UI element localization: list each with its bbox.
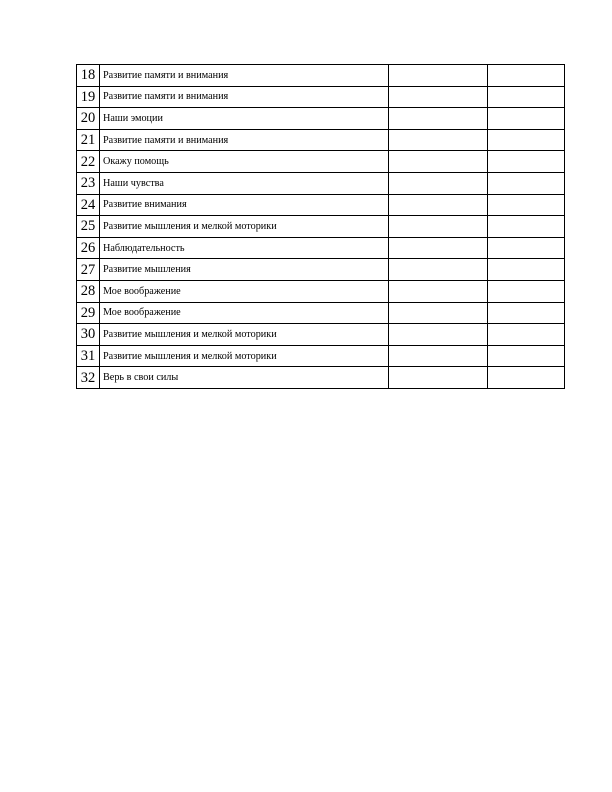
row-number-cell: 21 (77, 129, 100, 151)
empty-cell-col4 (488, 324, 565, 346)
table-row (77, 302, 565, 324)
table-row (77, 280, 565, 302)
empty-cell-col4 (488, 86, 565, 108)
table-row (77, 324, 565, 346)
empty-cell-col3 (389, 280, 488, 302)
empty-cell-col4 (488, 151, 565, 173)
empty-cell-col4 (488, 108, 565, 130)
topic-cell: Наши чувства (100, 172, 389, 194)
table-row (77, 345, 565, 367)
topic-cell: Развитие памяти и внимания (100, 65, 389, 87)
empty-cell-col4 (488, 280, 565, 302)
empty-cell-col4 (488, 194, 565, 216)
topic-cell: Развитие мышления (100, 259, 389, 281)
topic-cell: Развитие мышления и мелкой моторики (100, 216, 389, 238)
table-row (77, 237, 565, 259)
table-row (77, 65, 565, 87)
table-row (77, 151, 565, 173)
table-row (77, 108, 565, 130)
empty-cell-col3 (389, 151, 488, 173)
topic-cell: Развитие памяти и внимания (100, 86, 389, 108)
row-number-cell: 29 (77, 302, 100, 324)
empty-cell-col4 (488, 259, 565, 281)
empty-cell-col3 (389, 259, 488, 281)
row-number-cell: 20 (77, 108, 100, 130)
row-number-cell: 26 (77, 237, 100, 259)
empty-cell-col3 (389, 216, 488, 238)
row-number-cell: 28 (77, 280, 100, 302)
empty-cell-col4 (488, 172, 565, 194)
topic-cell: Окажу помощь (100, 151, 389, 173)
topic-cell: Развитие внимания (100, 194, 389, 216)
empty-cell-col4 (488, 237, 565, 259)
table-row (77, 216, 565, 238)
empty-cell-col3 (389, 324, 488, 346)
row-number-cell: 32 (77, 367, 100, 389)
empty-cell-col4 (488, 302, 565, 324)
table-row (77, 86, 565, 108)
empty-cell-col3 (389, 345, 488, 367)
topic-cell: Развитие памяти и внимания (100, 129, 389, 151)
row-number-cell: 23 (77, 172, 100, 194)
empty-cell-col3 (389, 129, 488, 151)
empty-cell-col3 (389, 172, 488, 194)
row-number-cell: 18 (77, 65, 100, 87)
empty-cell-col4 (488, 345, 565, 367)
empty-cell-col3 (389, 108, 488, 130)
topic-cell: Мое воображение (100, 280, 389, 302)
row-number-cell: 31 (77, 345, 100, 367)
topic-cell: Развитие мышления и мелкой моторики (100, 345, 389, 367)
row-number-cell: 24 (77, 194, 100, 216)
topic-cell: Мое воображение (100, 302, 389, 324)
empty-cell-col4 (488, 65, 565, 87)
empty-cell-col3 (389, 65, 488, 87)
empty-cell-col3 (389, 367, 488, 389)
topic-cell: Развитие мышления и мелкой моторики (100, 324, 389, 346)
empty-cell-col3 (389, 194, 488, 216)
row-number-cell: 25 (77, 216, 100, 238)
row-number-cell: 19 (77, 86, 100, 108)
lesson-plan-table-body (77, 65, 565, 389)
row-number-cell: 22 (77, 151, 100, 173)
empty-cell-col4 (488, 216, 565, 238)
empty-cell-col4 (488, 367, 565, 389)
topic-cell: Наблюдательность (100, 237, 389, 259)
table-row (77, 259, 565, 281)
table-row (77, 129, 565, 151)
topic-cell: Наши эмоции (100, 108, 389, 130)
table-row (77, 367, 565, 389)
table-row (77, 194, 565, 216)
table-row (77, 172, 565, 194)
topic-cell: Верь в свои силы (100, 367, 389, 389)
row-number-cell: 30 (77, 324, 100, 346)
row-number-cell: 27 (77, 259, 100, 281)
empty-cell-col3 (389, 86, 488, 108)
lesson-plan-table (76, 64, 565, 389)
empty-cell-col3 (389, 302, 488, 324)
empty-cell-col4 (488, 129, 565, 151)
empty-cell-col3 (389, 237, 488, 259)
